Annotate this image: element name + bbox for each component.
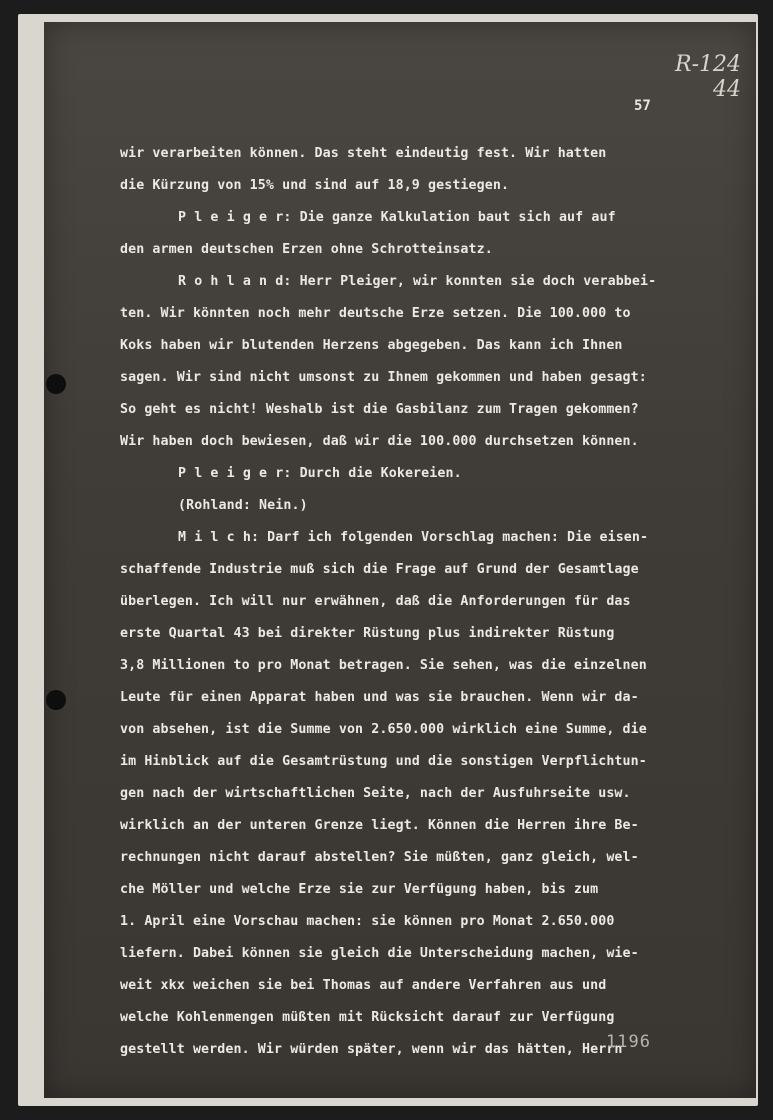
text-line: So geht es nicht! Weshalb ist die Gasbilanz zum Tragen gekommen? [120, 402, 639, 417]
text-line: rechnungen nicht darauf abstellen? Sie müßten, ganz gleich, wel- [120, 850, 639, 865]
text-line: erste Quartal 43 bei direkter Rüstung plus indirekter Rüstung [120, 626, 615, 641]
text-line: Koks haben wir blutenden Herzens abgegeben. Das kann ich Ihnen [120, 338, 623, 353]
text-line: ten. Wir könnten noch mehr deutsche Erze setzen. Die 100.000 to [120, 306, 631, 321]
text-line: die Kürzung von 15% und sind auf 18,9 gestiegen. [120, 178, 510, 193]
text-line: Wir haben doch bewiesen, daß wir die 100.000 durchsetzen können. [120, 434, 639, 449]
text-line: überlegen. Ich will nur erwähnen, daß die Anforderungen für das [120, 594, 631, 609]
text-line: sagen. Wir sind nicht umsonst zu Ihnem gekommen und haben gesagt: [120, 370, 647, 385]
text-line: Leute für einen Apparat haben und was sie brauchen. Wenn wir da- [120, 690, 639, 705]
page-number: 57 [634, 98, 651, 114]
text-line: schaffende Industrie muß sich die Frage auf Grund der Gesamtlage [120, 562, 639, 577]
punch-hole-lower [46, 690, 66, 710]
punch-hole-upper [46, 374, 66, 394]
text-line: gen nach der wirtschaftlichen Seite, nach der Ausfuhrseite usw. [120, 786, 631, 801]
text-line: che Möller und welche Erze sie zur Verfügung haben, bis zum [120, 882, 599, 897]
text-line: weit xkx weichen sie bei Thomas auf andere Verfahren aus und [120, 978, 607, 993]
text-line: wir verarbeiten können. Das steht eindeutig fest. Wir hatten [120, 146, 607, 161]
text-line: liefern. Dabei können sie gleich die Unterscheidung machen, wie- [120, 946, 639, 961]
stamp-number: 1196 [606, 1032, 651, 1052]
text-line: 3,8 Millionen to pro Monat betragen. Sie sehen, was die einzelnen [120, 658, 647, 673]
text-line: im Hinblick auf die Gesamtrüstung und die sonstigen Verpflichtun- [120, 754, 647, 769]
text-line: von absehen, ist die Summe von 2.650.000 wirklich eine Summe, die [120, 722, 647, 737]
reference-number: 44 [713, 77, 741, 102]
text-line: welche Kohlenmengen müßten mit Rücksicht darauf zur Verfügung [120, 1010, 615, 1025]
text-line: 1. April eine Vorschau machen: sie können pro Monat 2.650.000 [120, 914, 615, 929]
text-line: wirklich an der unteren Grenze liegt. Können die Herren ihre Be- [120, 818, 639, 833]
document-text [120, 138, 720, 1066]
text-line: M i l c h: Darf ich folgenden Vorschlag machen: Die eisen- [178, 530, 649, 545]
reference-code: R-124 [675, 52, 741, 77]
text-line: gestellt werden. Wir würden später, wenn wir das hätten, Herrn [120, 1042, 623, 1057]
text-line: (Rohland: Nein.) [178, 498, 308, 513]
handwritten-reference [671, 52, 741, 102]
text-line: den armen deutschen Erzen ohne Schrotteinsatz. [120, 242, 493, 257]
text-line: R o h l a n d: Herr Pleiger, wir konnten sie doch verabbei- [178, 274, 657, 289]
text-line: P l e i g e r: Die ganze Kalkulation baut sich auf auf [178, 210, 616, 225]
text-line: P l e i g e r: Durch die Kokereien. [178, 466, 462, 481]
